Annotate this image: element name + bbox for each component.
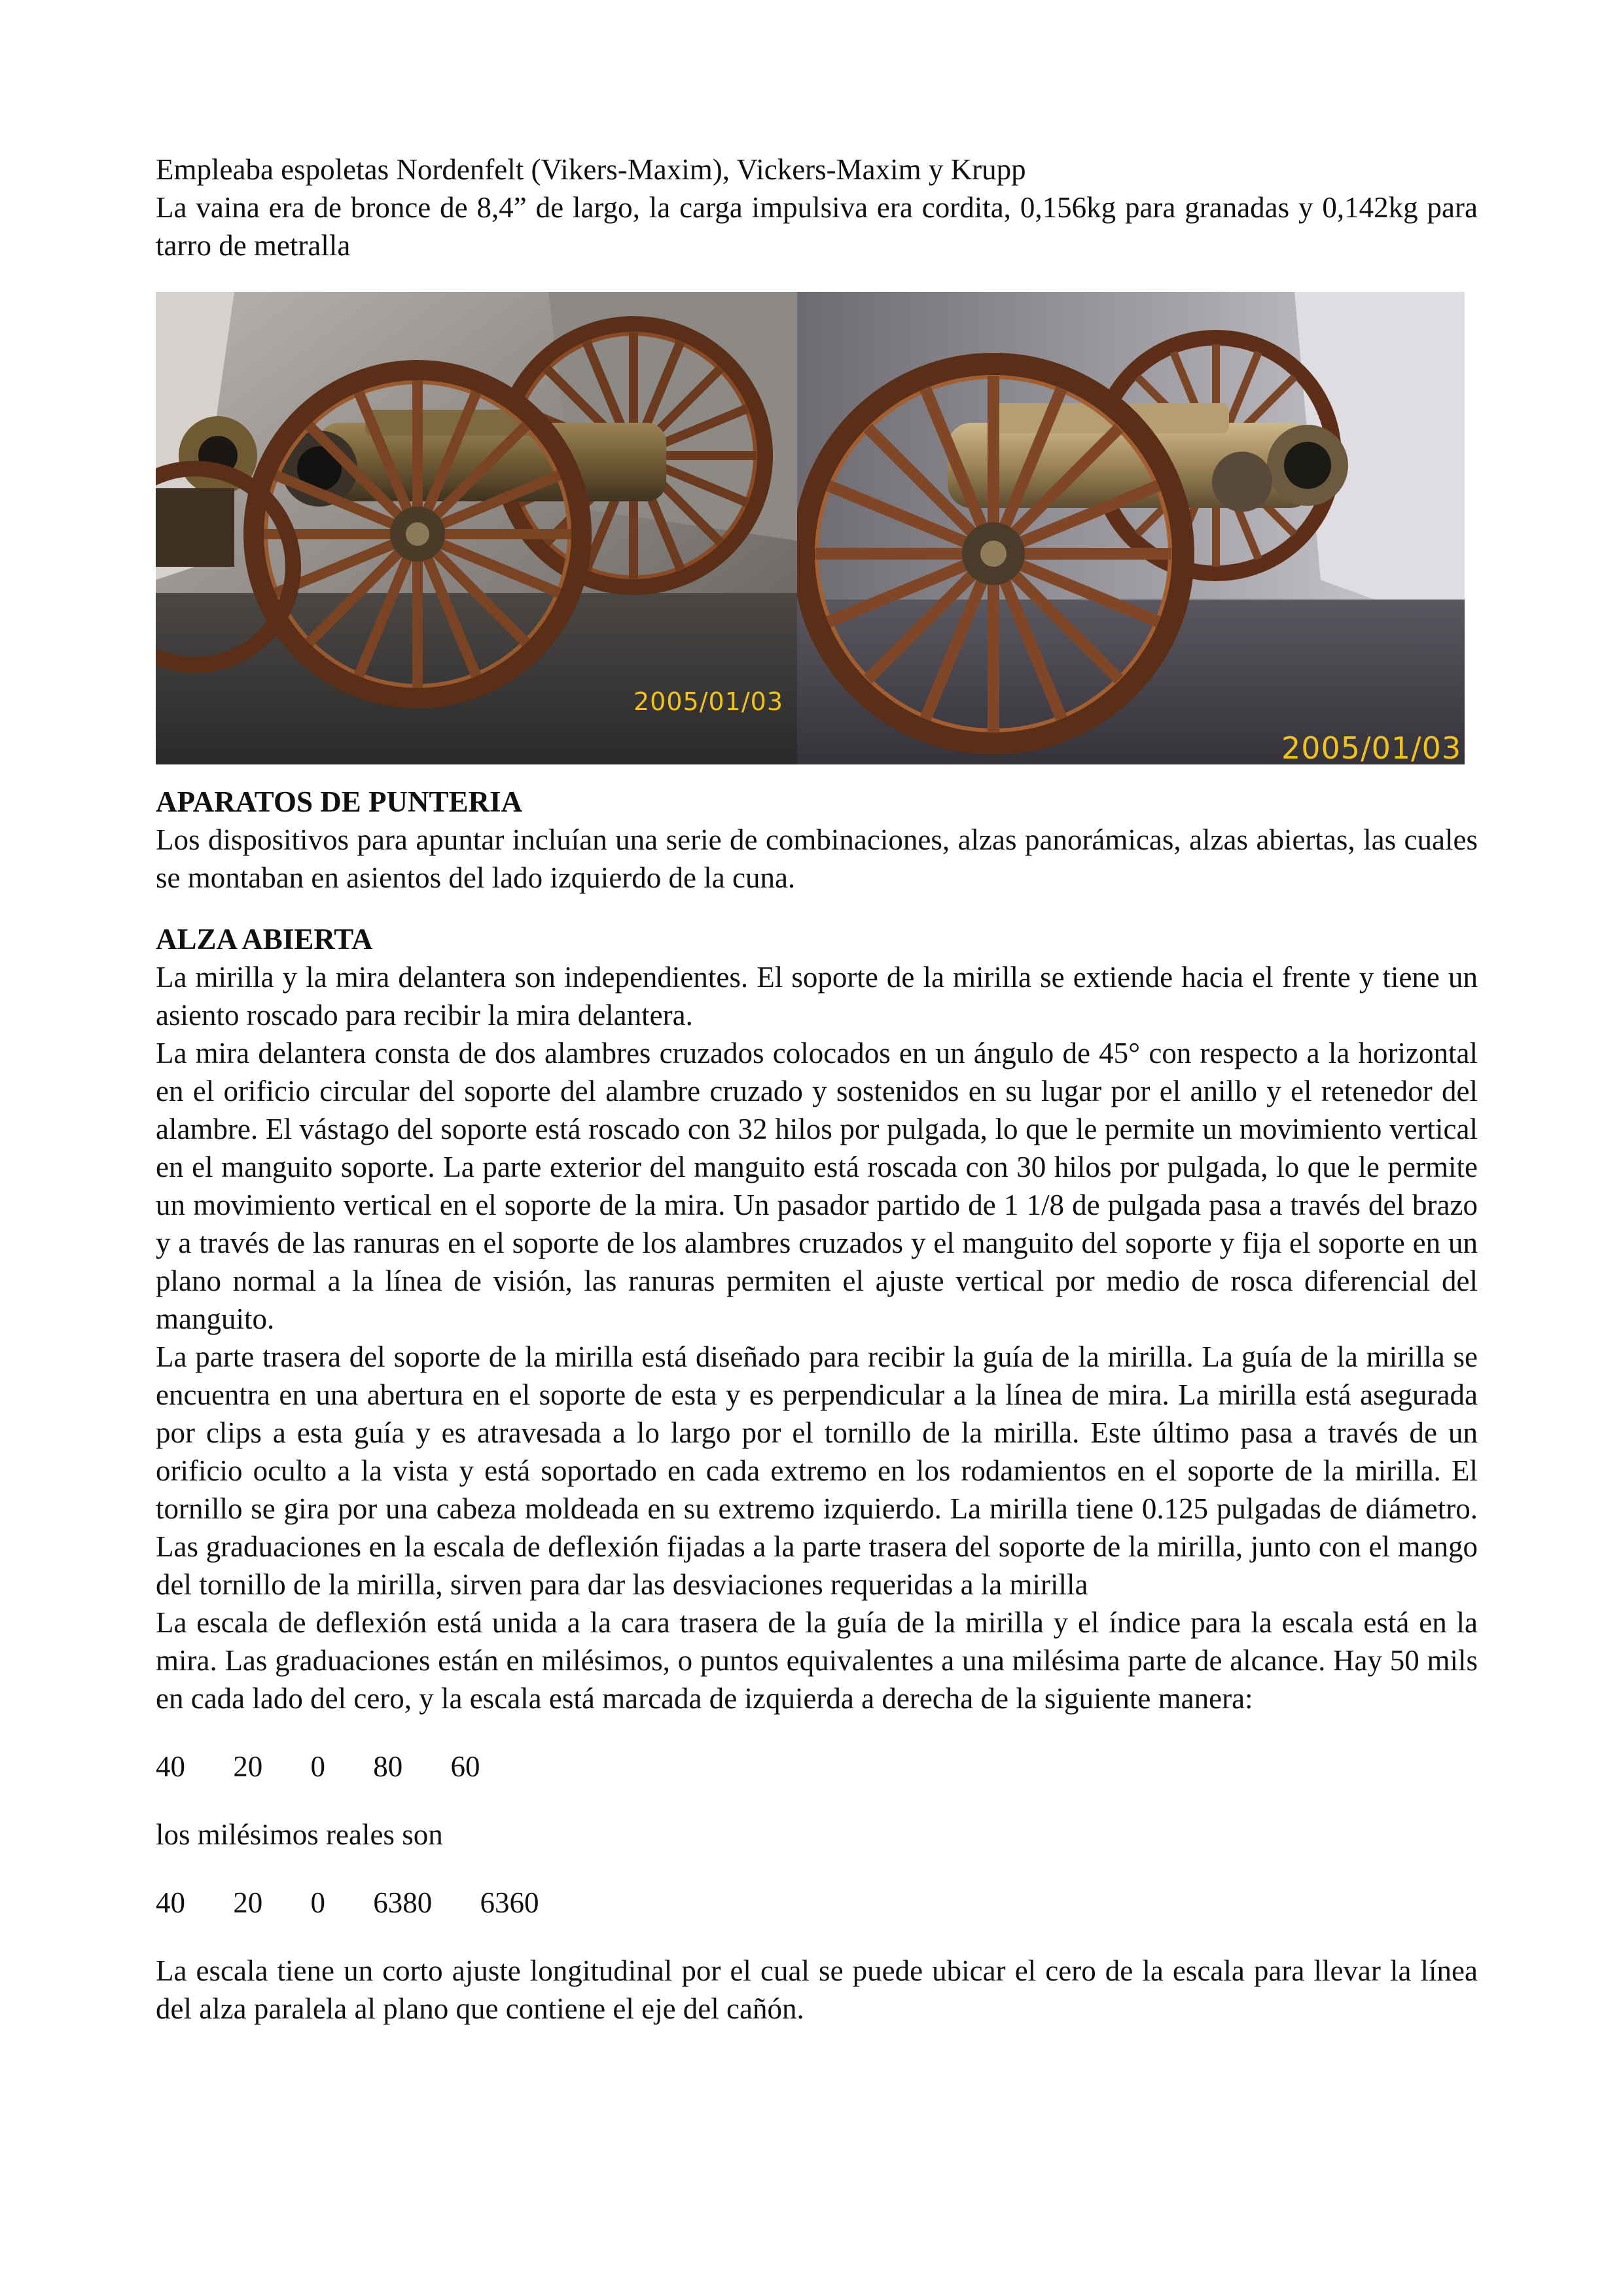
section-text-aparatos: Los dispositivos para apuntar incluían una serie de combinaciones, alzas panorámicas, alzas abiertas, las cuales se montaban en asientos del lado izquierdo de la cuna. xyxy=(156,823,1478,894)
intro-line-1: Empleaba espoletas Nordenfelt (Vikers-Maxim), Vickers-Maxim y Krupp xyxy=(156,153,1026,186)
date-stamp-right: 2005/01/03 xyxy=(1281,730,1462,764)
scale-real-row xyxy=(156,1884,1478,1922)
paragraph-1: La mirilla y la mira delantera son independientes. El soporte de la mirilla se extiende hacia el frente y tiene un asiento roscado para recibir la mira delantera. xyxy=(156,961,1478,1031)
scale-marked-value: 80 xyxy=(373,1750,403,1783)
paragraph-4: La escala de deflexión está unida a la cara trasera de la guía de la mirilla y el índice para la escala está en la mira. Las graduaciones están en milésimos, o puntos equivalentes a una milésima parte de alcance. Hay 50 mils en cada lado del cero, y la escala está marcada de izquierda a derecha de la siguiente manera: xyxy=(156,1606,1478,1715)
date-stamp-left: 2005/01/03 xyxy=(633,687,784,716)
paragraph-5: La escala tiene un corto ajuste longitudinal por el cual se puede ubicar el cero de la escala para llevar la línea del alza paralela al plano que contiene el eje del cañón. xyxy=(156,1954,1478,2025)
scale-marked-value: 40 xyxy=(156,1750,185,1783)
document-page xyxy=(156,151,1478,2028)
scale-marked-value: 60 xyxy=(450,1750,480,1783)
paragraph-3: La parte trasera del soporte de la mirilla está diseñado para recibir la guía de la mirilla. La guía de la mirilla se encuentra en una abertura en el soporte de esta y es perpendicular a la línea de mira. La mirilla está asegurada por clips a esta guía y es atravesada a lo largo por el tornillo de la mirilla. Este último pasa a través de un orificio oculto a la vista y está soportado en cada extremo en los rodamientos en el soporte de la mirilla. El tornillo se gira por una cabeza moldeada en su extremo izquierdo. La mirilla tiene 0.125 pulgadas de diámetro. Las graduaciones en la escala de deflexión fijadas a la parte trasera del soporte de la mirilla, junto con el mango del tornillo de la mirilla, sirven para dar las desviaciones requeridas a la mirilla xyxy=(156,1340,1478,1601)
cannon-illustration-right xyxy=(797,292,1465,764)
scale-marked-row xyxy=(156,1748,1478,1785)
scale-real-value: 0 xyxy=(310,1886,325,1919)
intro-line-2: La vaina era de bronce de 8,4” de largo, la carga impulsiva era cordita, 0,156kg para granadas y 0,142kg para tarro de metralla xyxy=(156,191,1478,262)
photo-row xyxy=(156,292,1478,764)
scale-real-value: 40 xyxy=(156,1886,185,1919)
section-heading-aparatos: APARATOS DE PUNTERIA xyxy=(156,785,523,818)
section-heading-alza-abierta: ALZA ABIERTA xyxy=(156,923,373,956)
paragraph-2: La mira delantera consta de dos alambres cruzados colocados en un ángulo de 45° con respecto a la horizontal en el orificio circular del soporte del alambre cruzado y sostenidos en su lugar por el anillo y el retenedor del alambre. El vástago del soporte está roscado con 32 hilos por pulgada, lo que le permite un movimiento vertical en el manguito soporte. La parte exterior del manguito está roscada con 30 hilos por pulgada, lo que le permite un movimiento vertical en el soporte de la mira. Un pasador partido de 1 1/8 de pulgada pasa a través del brazo y a través de las ranuras en el soporte de los alambres cruzados y el manguito del soporte y fija el soporte en un plano normal a la línea de visión, las ranuras permiten el ajuste vertical por medio de rosca diferencial del manguito. xyxy=(156,1037,1478,1335)
scale-real-value: 6360 xyxy=(480,1886,539,1919)
real-label: los milésimos reales son xyxy=(156,1818,443,1851)
cannon-photo-right xyxy=(797,292,1465,764)
scale-real-value: 20 xyxy=(233,1886,263,1919)
cannon-photo-left xyxy=(156,292,797,764)
scale-marked-value: 20 xyxy=(233,1750,263,1783)
scale-marked-value: 0 xyxy=(310,1750,325,1783)
scale-real-value: 6380 xyxy=(373,1886,433,1919)
